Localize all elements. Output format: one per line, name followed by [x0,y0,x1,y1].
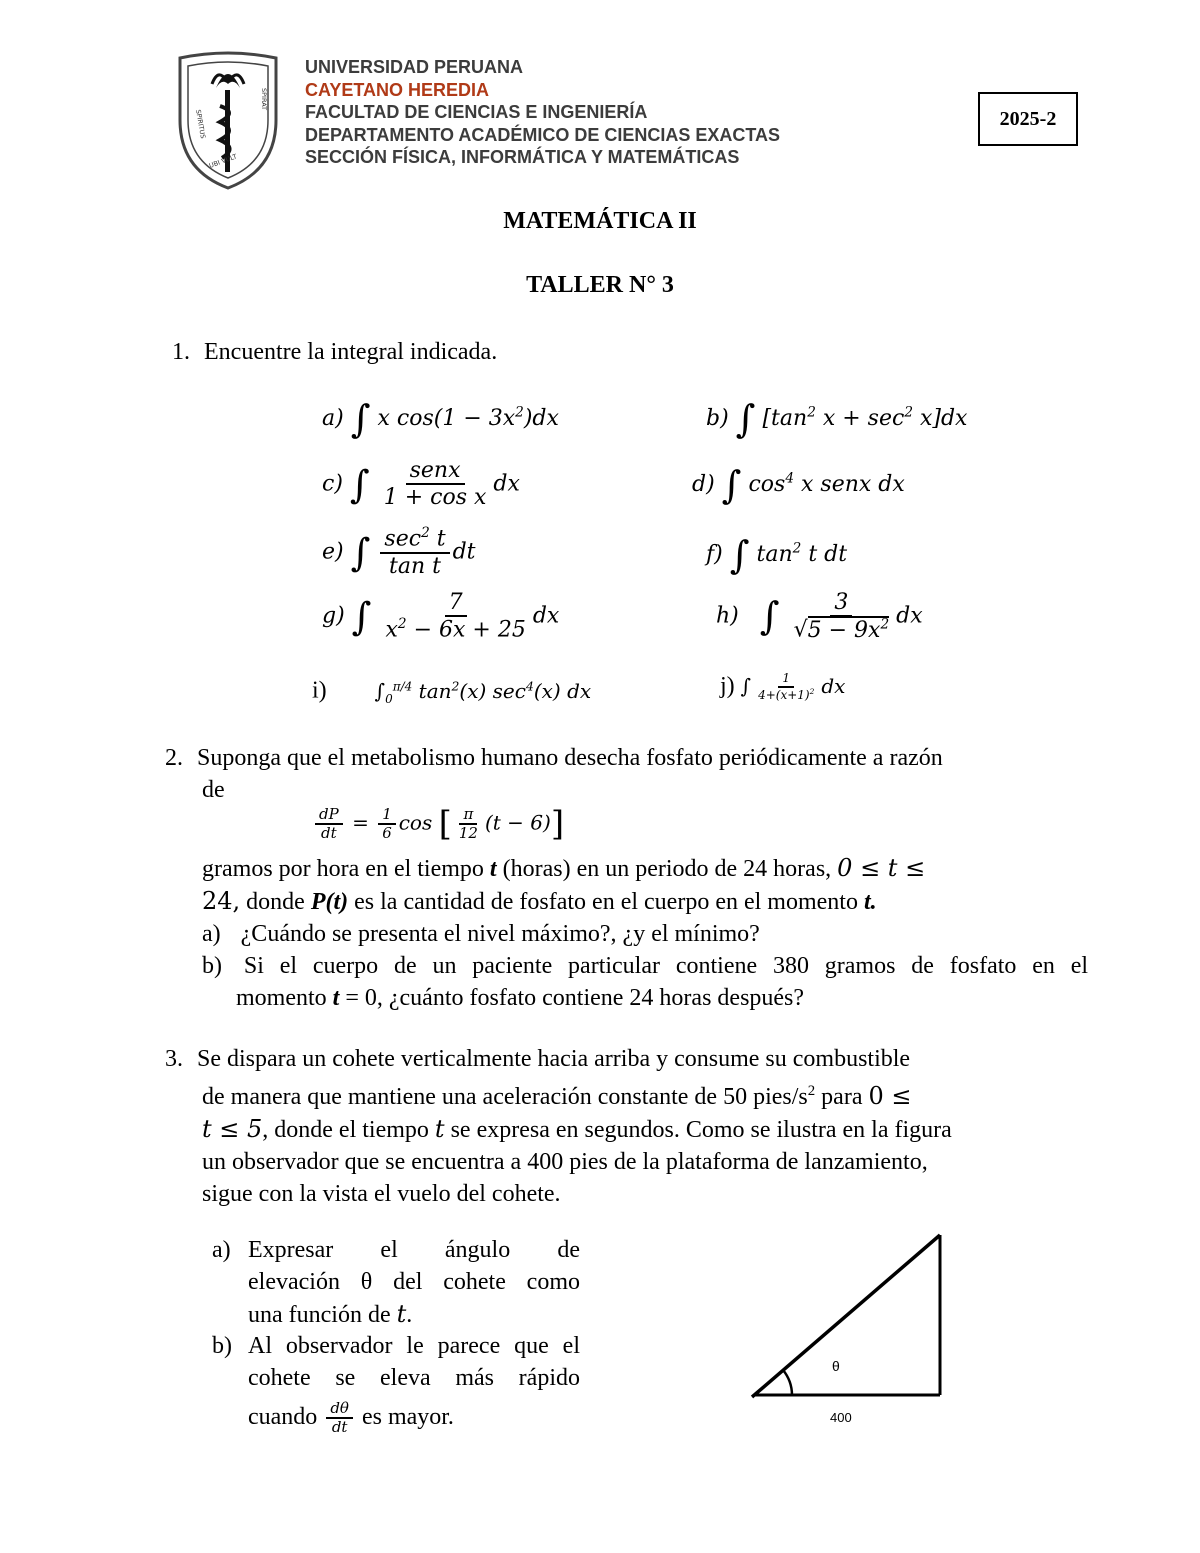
svg-text:UBI VULT: UBI VULT [207,152,239,170]
q2-part-b [202,950,1088,1014]
q2-var-Pt: P(t) [310,889,349,915]
q2-part-a [202,918,760,950]
q2-a-text: ¿Cuándo se presenta el nivel máximo?, ¿y el mínimo? [240,921,760,947]
course-title: MATEMÁTICA II [503,208,697,234]
q2-body-text-1: gramos por hora en el tiempo [202,856,484,882]
workshop-title: TALLER N° 3 [526,272,674,298]
q2-body: gramos por hora en el tiempo t (horas) en un periodo de 24 horas, 0 ≤ t ≤ 24, donde P(t) es la cantidad de fosfato en el cuerpo en el momento t. [202,854,926,915]
q2-b-line2c: = 0, ¿cuánto fosfato contiene 24 horas después? [345,985,805,1011]
q2-b-line1: Si el cuerpo de un paciente particular contiene 380 gramos de fosfato en el [243,953,1089,979]
label-c: c) [322,471,343,497]
integral-d: d) ∫ $\cos^4 x$ senx dx [692,463,905,507]
q3-a-line2: elevación θ del cohete como [248,1269,580,1295]
label-b: b) [706,406,729,431]
svg-text:SPIRITUS: SPIRITUS [194,108,207,140]
q3-a-line1: Expresar el ángulo de [248,1237,580,1263]
label-f: f) [706,542,723,567]
q2-number: 2. [165,745,183,771]
integral-f: f) ∫ $\tan^2 t$ dt [706,533,848,577]
header-line-faculty: FACULTAD DE CIENCIAS E INGENIERÍA [305,102,648,122]
q3-body: 3. Se dispara un cohete verticalmente hacia arriba y consume su combustible de manera que mantiene una aceleración constante de 50 pies/$s^2$ para 0 ≤ t ≤ 5, donde el tiempo t se expresa en segundos. Como se ilustra en la figura un observador que se encuentra a 400 pies de la plataforma de lanzamiento, sigue con la vista el vuelo del cohete. [165,1043,1035,1210]
term-badge: 2025-2 [978,92,1078,146]
q3-b-label: b) [212,1333,232,1359]
q2-b-line2a: momento [236,985,327,1011]
university-seal [176,50,280,190]
q3-part-a: a) Expresar el ángulo de elevación θ del cohete como una función de t. [212,1234,580,1331]
header-line-cayetano: CAYETANO HEREDIA [305,79,490,100]
q2-var-t: t [489,856,497,882]
q3-number: 3. [165,1046,183,1072]
q3-line4: un observador que se encuentra a 400 pies de la plataforma de lanzamiento, [202,1149,928,1175]
integral-b: b) ∫ [$\tan^2$ $x + \sec^2 x]dx$ [706,397,968,441]
header-line-department: DEPARTAMENTO ACADÉMICO DE CIENCIAS EXACTAS [305,124,781,145]
label-h: h) [716,603,739,629]
q3-a-line3: una función de [248,1302,391,1328]
angle-theta-label: θ [832,1358,840,1374]
q3-a-label: a) [212,1237,231,1263]
q2-body-text-4: es la cantidad de fosfato en el cuerpo en el momento [354,889,858,915]
q3-b-line3b: es mayor. [361,1403,454,1430]
label-i: i) [312,677,327,704]
q3-line1: Se dispara un cohete verticalmente hacia arriba y consume su combustible [197,1046,911,1072]
integral-g: g) ∫ $\frac{7}{x^2 - 6x + 25}$ dx [322,590,560,643]
q2-body-text-2: (horas) en un periodo de 24 horas, [502,856,832,882]
q3-line2-sup: 2 [807,1083,816,1099]
integral-c: c) ∫ $\frac{\text{senx}}{\text{1 + cos x}}$ dx [322,458,520,511]
q3-b-line1: Al observador le parece que el [248,1333,580,1359]
q3-line3b: , donde el tiempo [262,1117,429,1143]
header-line-section: SECCIÓN FÍSICA, INFORMÁTICA Y MATEMÁTICAS [305,147,740,167]
label-j: j) [720,673,735,699]
svg-text:SPIRAT: SPIRAT [260,88,268,111]
q2-var-t-end: t. [863,889,877,915]
integral-a: a) ∫ x $\cos(1 - 3x^2)dx$ [322,397,559,441]
q2-b-var-t: t [332,985,340,1011]
rocket-triangle-figure [740,1225,960,1435]
q2-intro [165,742,1065,774]
q2-b-label: b) [202,953,222,979]
q3-line3c: se expresa en segundos. Como se ilustra en la figura [450,1117,952,1143]
integral-h: h) ∫ $\frac{3}{√5 - 9x^2}$ dx [716,590,923,643]
q2-body-text-3: donde [246,889,305,915]
q3-line2b: para [821,1084,863,1110]
base-400-label: 400 [830,1410,852,1425]
q3-line5: sigue con la vista el vuelo del cohete. [202,1181,561,1207]
institution-header [305,56,780,169]
q3-line2a: de manera que mantiene una aceleración constante de 50 pies/s [202,1084,808,1110]
q3-b-line2: cohete se eleva más rápido [248,1365,580,1391]
q2-equation: $\frac{dP}{dt}$ = $\frac{1}{6}$ cos [ $\frac{\pi}{12}$ (t − 6)] [312,804,564,844]
label-a: a) [322,406,344,431]
label-g: g) [322,603,345,629]
integral-e: e) ∫ $\frac{\sec^2 t}{\text{tan t}}$ dt [322,525,476,579]
q3-b-line3a: cuando [248,1403,318,1430]
q3-part-b: b) Al observador le parece que el cohete se eleva más rápido cuando $\frac{d\theta}{dt}$ es mayor. [212,1330,580,1437]
label-e: e) [322,539,344,565]
q1-number: 1. [172,339,190,365]
header-line-university: UNIVERSIDAD PERUANA [305,57,524,77]
q1-text: Encuentre la integral indicada. [204,339,498,365]
integral-i: i) $\int_0^{\pi/4}$ $\tan^2(x)$ $\sec^4(x)$ dx [312,677,592,706]
q1-heading [172,336,497,368]
label-d: d) [692,472,715,497]
q2-a-label: a) [202,921,221,947]
q2-line1: Suponga que el metabolismo humano desecha fosfato periódicamente a razón [197,745,943,771]
integral-j: j) ∫ $\frac{1}{4+(x+1)^2}$ dx [720,671,846,702]
q2-line2: de [202,777,225,803]
